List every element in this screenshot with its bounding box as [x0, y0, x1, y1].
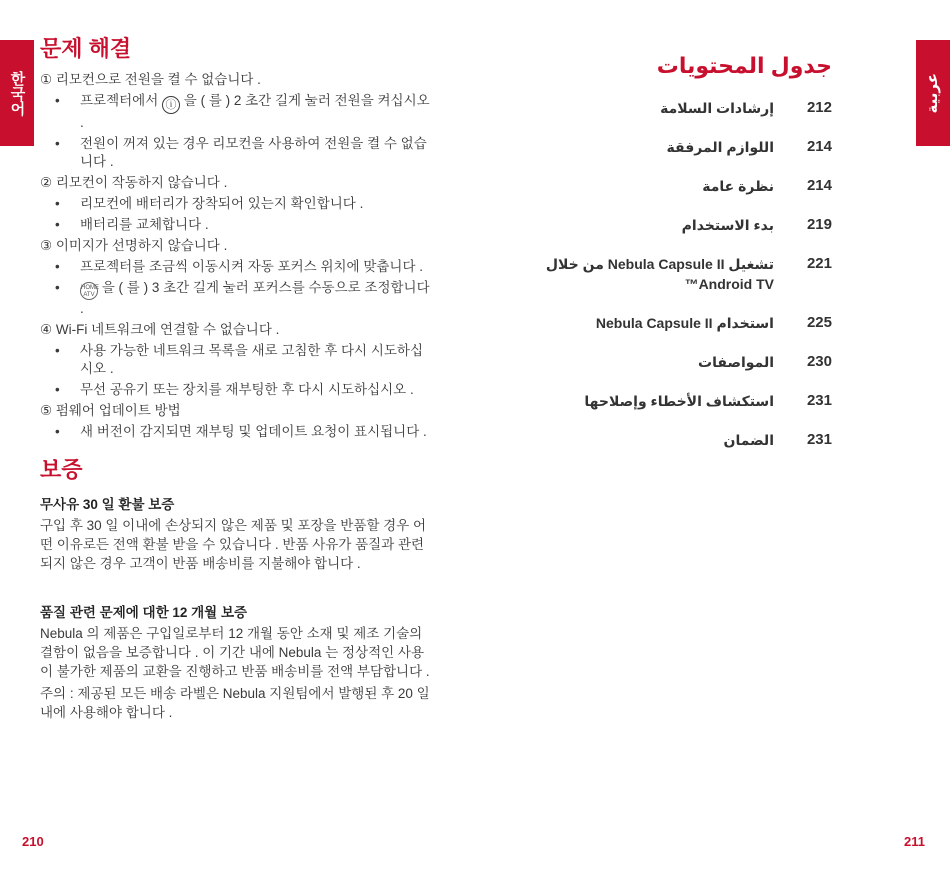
toc-entry-page: 230	[806, 353, 832, 370]
language-tab-arabic	[916, 40, 950, 146]
toc-entry[interactable]	[540, 254, 832, 313]
troubleshooting-title: 문제 해결	[40, 36, 132, 61]
troubleshooting-question: ⑤ 펌웨어 업데이트 방법	[40, 403, 181, 418]
troubleshooting-bullet: • 무선 공유기 또는 장치를 재부팅한 후 다시 시도하십시오 .	[40, 381, 435, 399]
toc-entry-title: الضمان	[723, 432, 774, 448]
warranty-paragraph: 구입 후 30 일 이내에 손상되지 않은 제품 및 포장을 반품할 경우 어떤 이유로든 전액 환불 받을 수 있습니다 . 반품 사유가 품질과 관련되지 않은 경우 고객이 반품 배송비를 지불해야 합니다 .	[40, 518, 427, 571]
warranty-note: 주의 : 제공된 모든 배송 라벨은 Nebula 지원팀에서 발행된 후 20 일 내에 사용해야 합니다 .	[40, 686, 430, 720]
toc-entry[interactable]	[540, 352, 832, 391]
toc-entry[interactable]	[540, 391, 832, 430]
table-of-contents	[540, 98, 832, 469]
troubleshooting-bullet: • 리모컨에 배터리가 장착되어 있는지 확인합니다 .	[40, 195, 435, 213]
home-atv-icon-bottom: ATV	[83, 292, 95, 298]
warranty-section-heading: 품질 관련 문제에 대한 12 개월 보증	[40, 605, 248, 620]
home-atv-icon-top: HOME	[81, 285, 99, 291]
troubleshooting-question: ③ 이미지가 선명하지 않습니다 .	[40, 238, 228, 253]
toc-entry-title: تشغيل Nebula Capsule II من خلال Android TV™	[545, 256, 774, 292]
troubleshooting-bullet: • 전원이 꺼져 있는 경우 리모컨을 사용하여 전원을 켤 수 없습니다 .	[40, 135, 435, 171]
toc-entry-title: اللوازم المرفقة	[666, 139, 774, 155]
toc-entry[interactable]	[540, 430, 832, 469]
bullet-text-after: 을 ( 를 ) 2 초간 길게 눌러 전원을 켜십시오 .	[80, 93, 430, 130]
toc-entry[interactable]	[540, 215, 832, 254]
power-icon: ⓘ	[162, 96, 180, 114]
toc-title: جدول المحتويات	[656, 52, 832, 78]
toc-entry-title: نظرة عامة	[702, 178, 774, 194]
language-tab-korean	[0, 40, 34, 146]
toc-entry-title: استكشاف الأخطاء وإصلاحها	[584, 393, 774, 409]
page-number-right: 211	[904, 834, 925, 849]
home-atv-icon	[80, 282, 98, 300]
troubleshooting-bullet: • 사용 가능한 네트워크 목록을 새로 고침한 후 다시 시도하십시오 .	[40, 342, 435, 378]
toc-entry-title: إرشادات السلامة	[660, 100, 774, 116]
troubleshooting-question: ② 리모컨이 작동하지 않습니다 .	[40, 175, 228, 190]
toc-entry[interactable]	[540, 176, 832, 215]
toc-entry-page: 214	[806, 138, 832, 155]
toc-entry-page: 231	[806, 392, 832, 409]
troubleshooting-question: ④ Wi-Fi 네트워크에 연결할 수 없습니다 .	[40, 322, 280, 337]
toc-entry-title: المواصفات	[698, 354, 774, 370]
page-number-left: 210	[22, 834, 44, 849]
toc-entry-title: استخدام Nebula Capsule II	[595, 315, 774, 331]
left-page-content	[40, 34, 435, 722]
toc-entry-page: 212	[806, 99, 832, 116]
troubleshooting-bullet: • 배터리를 교체합니다 .	[40, 216, 435, 234]
bullet-text-before: 프로젝터에서	[80, 93, 159, 108]
troubleshooting-list	[40, 71, 435, 441]
troubleshooting-bullet: • 프로젝터를 조금씩 이동시켜 자동 포커스 위치에 맞춥니다 .	[40, 258, 435, 276]
toc-entry[interactable]	[540, 137, 832, 176]
warranty-title: 보증	[40, 457, 83, 482]
toc-entry[interactable]	[540, 98, 832, 137]
warranty-paragraph: Nebula 의 제품은 구입일로부터 12 개월 동안 소재 및 제조 기술의 결함이 없음을 보증합니다 . 이 기간 내에 Nebula 는 정상적인 사용이 불가한 제품의 교환을 진행하고 반품 배송비를 전액 부담합니다 .	[40, 626, 430, 679]
toc-entry-page: 225	[806, 314, 832, 331]
troubleshooting-bullet	[40, 92, 435, 132]
troubleshooting-bullet: • 새 버전이 감지되면 재부팅 및 업데이트 요청이 표시됩니다 .	[40, 423, 435, 441]
toc-entry-page: 231	[806, 431, 832, 448]
troubleshooting-bullet	[40, 279, 435, 318]
toc-entry-page: 221	[806, 255, 832, 272]
warranty-section-heading: 무사유 30 일 환불 보증	[40, 497, 175, 512]
bullet-text-after: 을 ( 를 ) 3 초간 길게 눌러 포커스를 수동으로 조정합니다 .	[80, 280, 430, 316]
toc-entry[interactable]	[540, 313, 832, 352]
language-tab-label: 한국어	[8, 70, 26, 116]
toc-entry-page: 214	[806, 177, 832, 194]
troubleshooting-question: ① 리모컨으로 전원을 켤 수 없습니다 .	[40, 72, 261, 87]
toc-entry-title: بدء الاستخدام	[681, 217, 774, 233]
language-tab-label: عربية	[924, 72, 941, 114]
toc-entry-page: 219	[806, 216, 832, 233]
